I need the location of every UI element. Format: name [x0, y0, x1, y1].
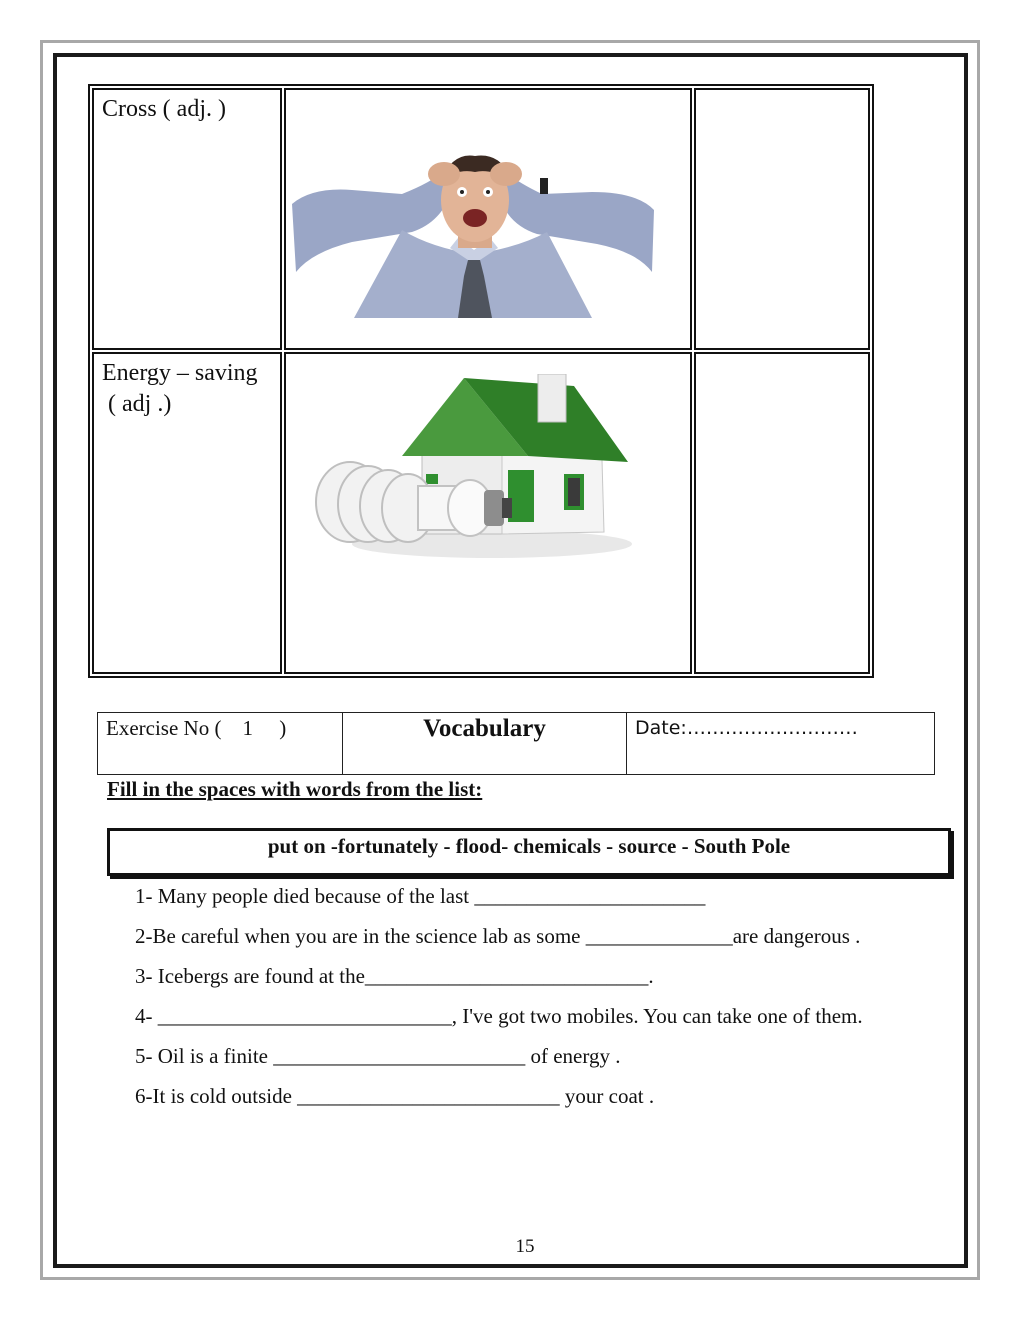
sentence-list	[135, 882, 863, 1122]
word-label-line: ( adj .)	[102, 391, 172, 417]
table-row	[92, 352, 870, 674]
table-row	[92, 88, 870, 350]
angry-man-image	[292, 152, 654, 318]
list-item: 3- Icebergs are found at the___________________________.	[135, 964, 654, 988]
exercise-header	[97, 712, 935, 775]
list-item: 6-It is cold outside _________________________ your coat .	[135, 1084, 655, 1108]
page-number: 15	[515, 1236, 535, 1257]
word-cell	[92, 352, 282, 674]
vocabulary-table	[88, 84, 874, 678]
energy-saving-image	[292, 374, 638, 584]
exercise-number: Exercise No ( 1 )	[98, 713, 343, 775]
word-list-box: put on -fortunately - flood- chemicals - source - South Pole	[107, 828, 951, 876]
list-item: 5- Oil is a finite ________________________ of energy .	[135, 1044, 621, 1068]
word-label-line: Energy – saving	[102, 360, 258, 386]
list-item: 4- ____________________________, I've got two mobiles. You can take one of them.	[135, 1004, 863, 1028]
meaning-cell	[694, 352, 870, 674]
exercise-title: Vocabulary	[343, 713, 627, 775]
image-cell	[284, 88, 692, 350]
word-label: Cross ( adj. )	[102, 96, 226, 122]
word-label	[94, 354, 280, 420]
meaning-cell	[694, 88, 870, 350]
list-item: 1- Many people died because of the last ______________________	[135, 884, 706, 908]
instruction: Fill in the spaces with words from the list:	[107, 777, 483, 801]
date-field: Date:………………………	[627, 713, 935, 775]
image-cell	[284, 352, 692, 674]
word-cell	[92, 88, 282, 350]
list-item: 2-Be careful when you are in the science lab as some ______________are dangerous .	[135, 924, 861, 948]
